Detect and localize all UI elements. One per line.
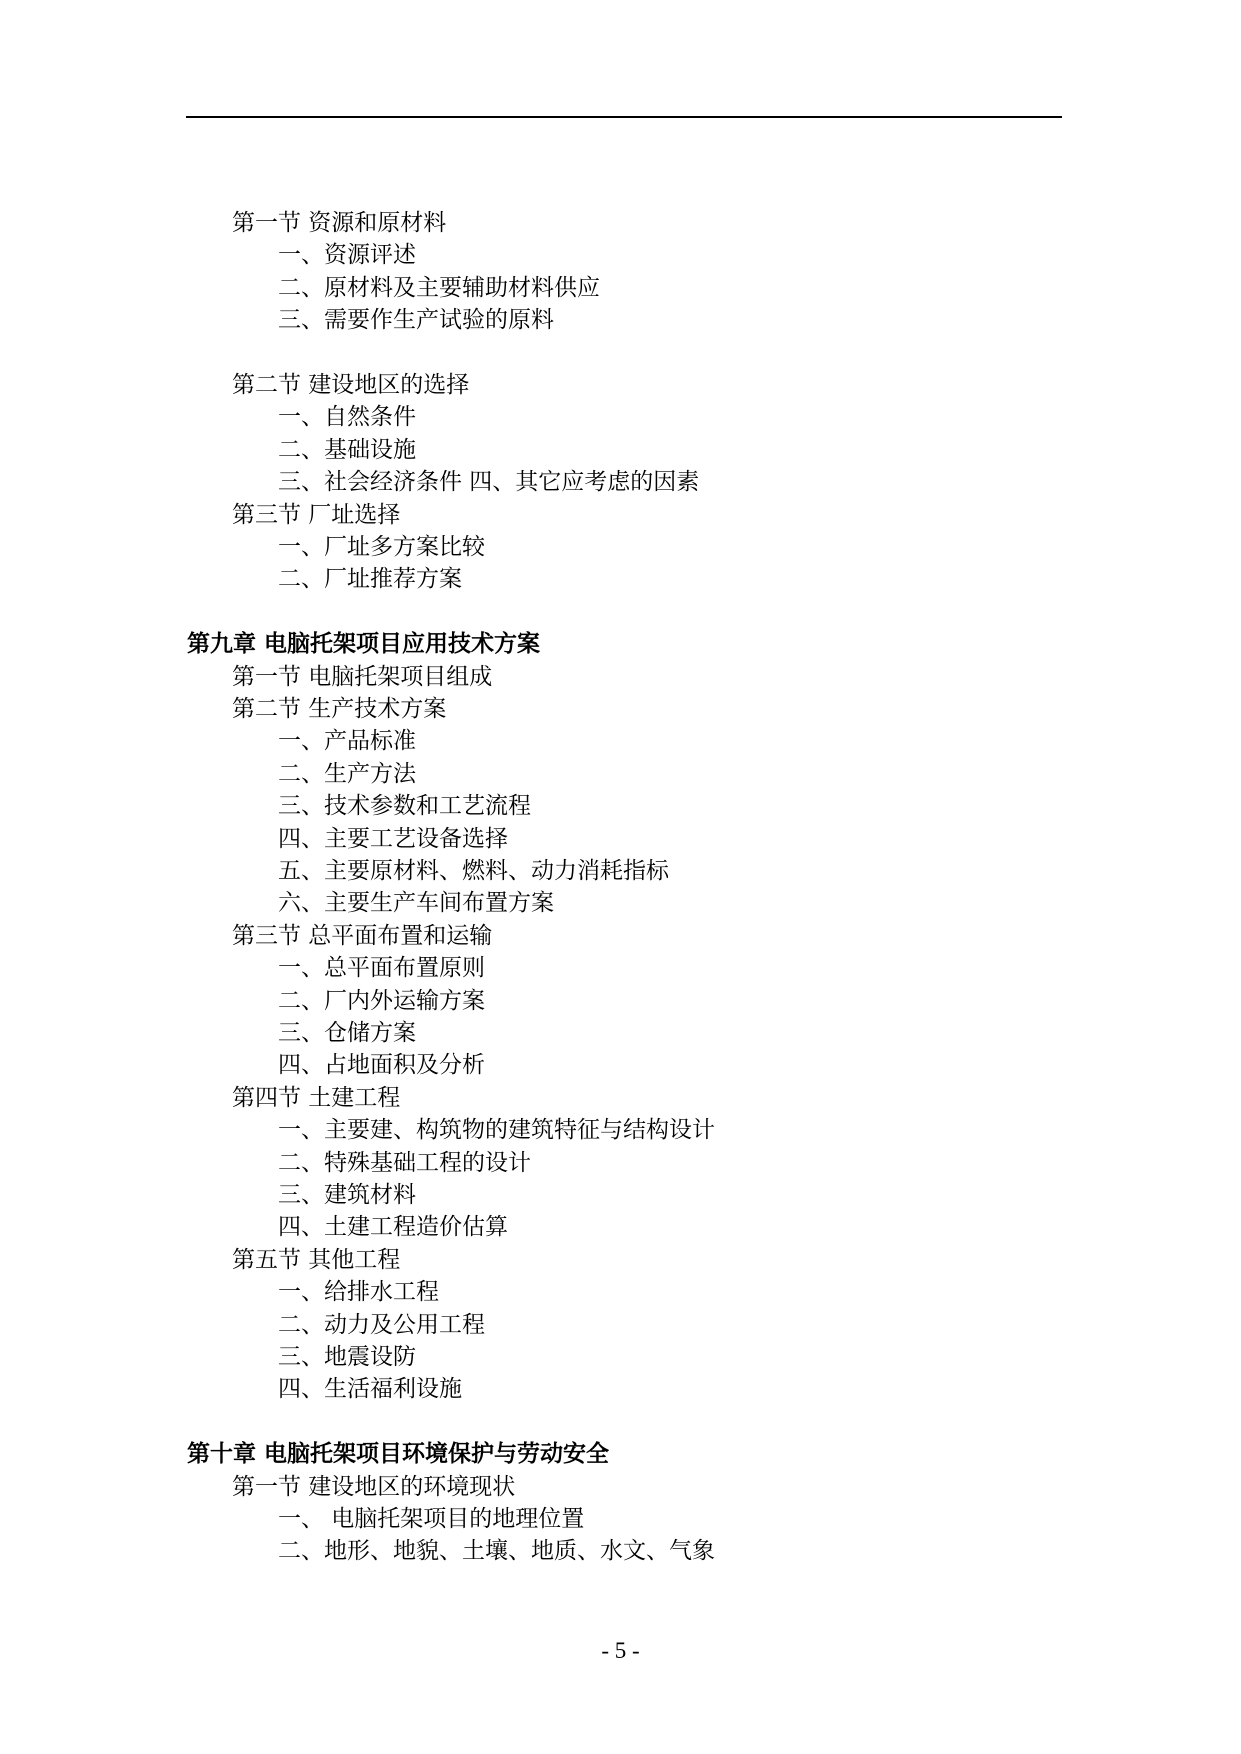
- toc-section: 第一节 电脑托架项目组成: [232, 664, 493, 690]
- toc-item: 一、产品标准: [278, 728, 416, 754]
- toc-item: 三、需要作生产试验的原料: [278, 307, 554, 333]
- toc-item: 三、仓储方案: [278, 1020, 416, 1046]
- page-number: - 5 -: [601, 1638, 640, 1663]
- toc-item: 四、土建工程造价估算: [278, 1214, 508, 1240]
- toc-item: 四、占地面积及分析: [278, 1052, 485, 1078]
- toc-chapter: 第十章 电脑托架项目环境保护与劳动安全: [187, 1440, 610, 1467]
- toc-item: 一、主要建、构筑物的建筑特征与结构设计: [278, 1117, 715, 1143]
- toc-item: 四、主要工艺设备选择: [278, 826, 508, 852]
- toc-section: 第一节 建设地区的环境现状: [232, 1474, 516, 1500]
- header-rule: [186, 116, 1062, 118]
- toc-item: 一、总平面布置原则: [278, 955, 485, 981]
- toc-item: 三、社会经济条件 四、其它应考虑的因素: [278, 469, 700, 495]
- toc-item: 五、主要原材料、燃料、动力消耗指标: [278, 858, 669, 884]
- toc-item: 一、厂址多方案比较: [278, 534, 485, 560]
- toc-item: 二、厂内外运输方案: [278, 988, 485, 1014]
- toc-item: 二、特殊基础工程的设计: [278, 1150, 531, 1176]
- toc-item: 一、给排水工程: [278, 1279, 439, 1305]
- toc-chapter: 第九章 电脑托架项目应用技术方案: [187, 630, 541, 657]
- toc-item: 四、生活福利设施: [278, 1376, 462, 1402]
- toc-section: 第二节 生产技术方案: [232, 696, 447, 722]
- toc-item: 一、资源评述: [278, 242, 416, 268]
- toc-section: 第五节 其他工程: [232, 1247, 401, 1273]
- toc-section: 第三节 厂址选择: [232, 502, 401, 528]
- toc-item: 六、主要生产车间布置方案: [278, 890, 554, 916]
- toc-section: 第一节 资源和原材料: [232, 210, 447, 236]
- toc-section: 第二节 建设地区的选择: [232, 372, 470, 398]
- toc-item: 二、基础设施: [278, 437, 416, 463]
- toc-item: 一、 电脑托架项目的地理位置: [278, 1506, 585, 1532]
- toc-item: 二、生产方法: [278, 761, 416, 787]
- toc-item: 二、原材料及主要辅助材料供应: [278, 275, 600, 301]
- toc-section: 第四节 土建工程: [232, 1085, 401, 1111]
- toc-item: 三、建筑材料: [278, 1182, 416, 1208]
- toc-item: 三、地震设防: [278, 1344, 416, 1370]
- toc-item: 二、厂址推荐方案: [278, 566, 462, 592]
- toc-item: 二、动力及公用工程: [278, 1312, 485, 1338]
- toc-item: 一、自然条件: [278, 404, 416, 430]
- toc-item: 三、技术参数和工艺流程: [278, 793, 531, 819]
- toc-item: 二、地形、地貌、土壤、地质、水文、气象: [278, 1538, 715, 1564]
- toc-section: 第三节 总平面布置和运输: [232, 923, 493, 949]
